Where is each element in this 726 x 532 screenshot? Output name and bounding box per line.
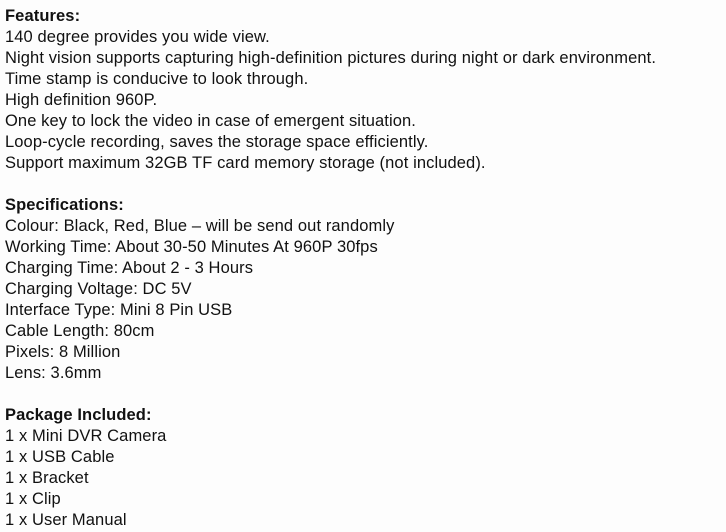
package-item-line: 1 x Clip <box>5 490 61 508</box>
section-features <box>5 6 718 174</box>
feature-line: Loop-cycle recording, saves the storage space efficiently. <box>5 133 429 151</box>
specification-line: Colour: Black, Red, Blue – will be send out randomly <box>5 217 395 235</box>
specification-line: Charging Time: About 2 - 3 Hours <box>5 259 254 277</box>
features-heading: Features: <box>5 7 81 25</box>
feature-line: Support maximum 32GB TF card memory storage (not included). <box>5 154 486 172</box>
specification-line: Working Time: About 30-50 Minutes At 960P 30fps <box>5 238 378 256</box>
package-item-line: 1 x Bracket <box>5 469 89 487</box>
specification-line: Charging Voltage: DC 5V <box>5 280 192 298</box>
specifications-heading: Specifications: <box>5 196 124 214</box>
section-package-included <box>5 405 718 531</box>
package-item-line: 1 x User Manual <box>5 511 127 529</box>
feature-line: High definition 960P. <box>5 91 158 109</box>
package-item-line: 1 x Mini DVR Camera <box>5 427 167 445</box>
package-included-heading: Package Included: <box>5 406 152 424</box>
feature-line: 140 degree provides you wide view. <box>5 28 270 46</box>
feature-line: Time stamp is conducive to look through. <box>5 70 309 88</box>
package-item-line: 1 x USB Cable <box>5 448 115 466</box>
section-specifications <box>5 195 718 384</box>
feature-line: One key to lock the video in case of emergent situation. <box>5 112 416 130</box>
specification-line: Interface Type: Mini 8 Pin USB <box>5 301 233 319</box>
specification-line: Pixels: 8 Million <box>5 343 121 361</box>
specification-line: Cable Length: 80cm <box>5 322 155 340</box>
feature-line: Night vision supports capturing high-definition pictures during night or dark environment. <box>5 49 657 67</box>
specification-line: Lens: 3.6mm <box>5 364 102 382</box>
